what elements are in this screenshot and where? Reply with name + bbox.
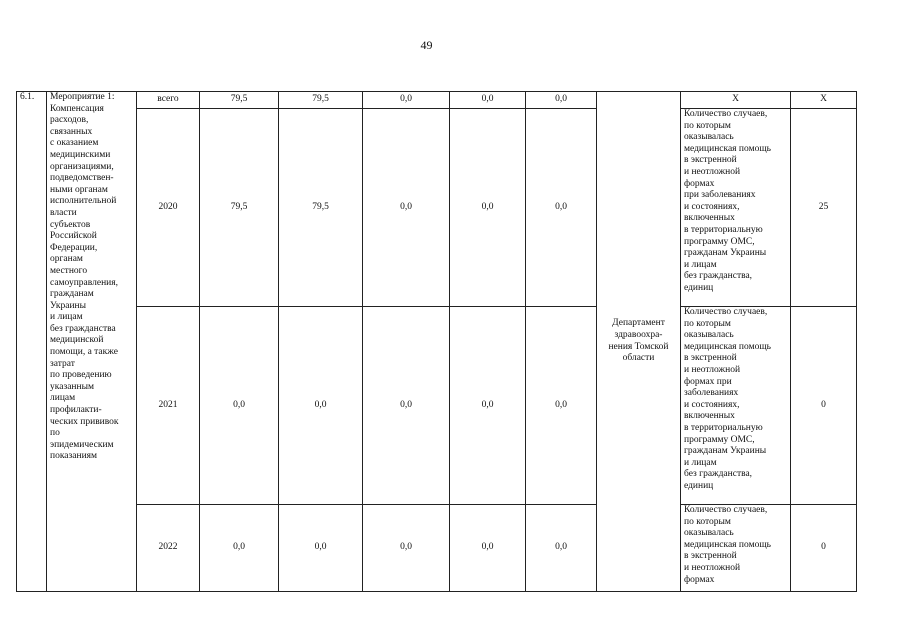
indicator-cell: Количество случаев, по которым оказывалась медицинская помощь в экстренной и неотложной формах при заболеваниях и состояниях, включенных в территориальную программу ОМС, гражданам Украины и лицам без гражданства, единиц (681, 109, 791, 307)
value-cell: 0,0 (450, 307, 526, 505)
program-table (16, 91, 857, 592)
value-cell: 0,0 (363, 505, 450, 592)
indicator-cell (681, 505, 791, 592)
value-cell: 79,5 (279, 109, 363, 307)
year-cell: 2021 (137, 307, 200, 505)
target-value-cell: 0 (791, 307, 857, 505)
table-row (17, 505, 857, 592)
target-value-cell: 0 (791, 505, 857, 592)
value-cell: 79,5 (200, 92, 279, 109)
value-cell: 0,0 (279, 307, 363, 505)
value-cell: 79,5 (279, 92, 363, 109)
value-cell: 79,5 (200, 109, 279, 307)
value-cell: 0,0 (526, 505, 597, 592)
target-value-cell: 25 (791, 109, 857, 307)
value-cell: 0,0 (526, 109, 597, 307)
page-number: 49 (420, 38, 433, 52)
value-cell: 0,0 (200, 307, 279, 505)
year-cell: всего (137, 92, 200, 109)
value-cell: 0,0 (526, 307, 597, 505)
value-cell: 0,0 (279, 505, 363, 592)
indicator-cell: Х (681, 92, 791, 109)
target-value-cell: Х (791, 92, 857, 109)
value-cell: 0,0 (363, 109, 450, 307)
value-cell: 0,0 (450, 109, 526, 307)
indicator-text: Количество случаев, по которым оказывалась медицинская помощь в экстренной и неотложной формах (684, 505, 771, 585)
table-row (17, 109, 857, 307)
table-row (17, 92, 857, 109)
value-cell: 0,0 (526, 92, 597, 109)
table-row (17, 307, 857, 505)
value-cell: 0,0 (200, 505, 279, 592)
executor-cell: Департамент здравоохра- нения Томской области (597, 92, 681, 592)
row-id-cell: 6.1. (17, 92, 47, 592)
value-cell: 0,0 (363, 307, 450, 505)
value-cell: 0,0 (450, 92, 526, 109)
year-cell: 2022 (137, 505, 200, 592)
value-cell: 0,0 (363, 92, 450, 109)
event-description-cell: Мероприятие 1: Компенсация расходов, связанных с оказанием медицинскими организациями, подведомствен- ными органам исполнительной власти субъектов Российской Федерации, органам местного самоуправления, гражданам Украины и лицам без гражданства медицинской помощи, а также затрат по проведению указанным лицам профилакти- ческих прививок по эпидемическим показаниям (47, 92, 137, 592)
indicator-cell: Количество случаев, по которым оказывалась медицинская помощь в экстренной и неотложной формах при заболеваниях и состояниях, включенных в территориальную программу ОМС, гражданам Украины и лицам без гражданства, единиц (681, 307, 791, 505)
value-cell: 0,0 (450, 505, 526, 592)
year-cell: 2020 (137, 109, 200, 307)
